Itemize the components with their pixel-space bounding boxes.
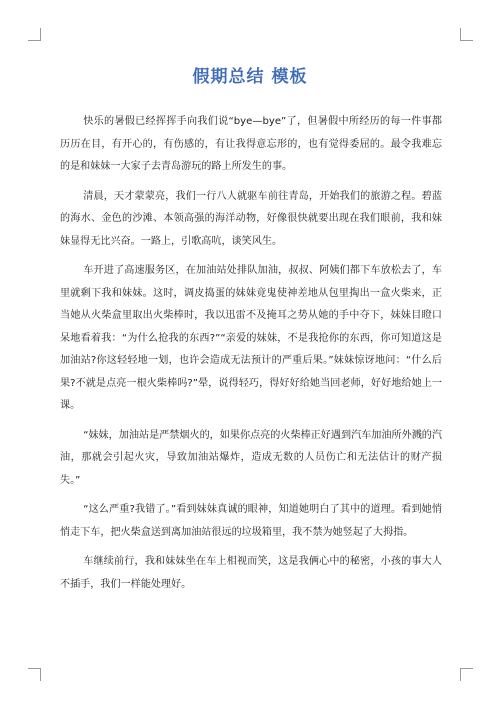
paragraph: “妹妹，加油站是严禁烟火的，如果你点亮的火柴棒正好遇到汽车加油所外溅的汽油，那就会引起火灾，导致加油站爆炸，造成无数的人员伤亡和无法估计的财产损失。” <box>60 429 442 486</box>
page-corner-mark-bottom-left <box>28 668 41 681</box>
page-corner-mark-top-left <box>28 28 41 41</box>
paragraph: 车开进了高速服务区，在加油站处排队加油，叔叔、阿姨们都下车放松去了，车里就剩下我和妹妹。这时，调皮捣蛋的妹妹竟鬼使神差地从包里掏出一盒火柴来，正当她从火柴盒里取出火柴棒时，我以迅雷不及掩耳之势从她的手中夺下，妹妹目瞪口呆地看着我：“为什么抢我的东西?”“亲爱的妹妹，不是我抢你的东西，你可知道这是加油站?你这轻轻地一划，也许会造成无法预计的严重后果。”妹妹惊讶地问：“什么后果?不就是点亮一根火柴棒吗?”晕，说得轻巧，得好好给她当回老师，好好地给她上一课。 <box>60 265 442 411</box>
page-corner-mark-top-right <box>460 28 473 41</box>
paragraph: “这么严重?我错了。”看到妹妹真诚的眼神，知道她明白了其中的道理。看到她悄悄走下车，把火柴盒送到离加油站很远的垃圾箱里，我不禁为她竖起了大拇指。 <box>60 504 442 538</box>
paragraph: 车继续前行，我和妹妹坐在车上相视而笑，这是我俩心中的秘密，小孩的事大人不插手，我们一样能处理好。 <box>60 556 442 590</box>
document-body <box>60 111 442 603</box>
paragraph: 清晨，天才蒙蒙亮，我们一行八人就驱车前往青岛，开始我们的旅游之程。碧蓝的海水、金色的沙滩、本领高强的海洋动物，好像很快就要出现在我们眼前，我和妹妹显得无比兴奋。一路上，引歌高吭，谈笑风生。 <box>60 190 442 247</box>
document-title: 假期总结 模板 <box>192 67 308 87</box>
paragraph: 快乐的暑假已经挥挥手向我们说“bye—bye”了，但暑假中所经历的每一件事都历历在目，有开心的，有伤感的，有让我得意忘形的，也有觉得委屈的。最令我难忘的是和妹妹一大家子去青岛游玩的路上所发生的事。 <box>60 116 442 172</box>
page-corner-mark-bottom-right <box>460 668 473 681</box>
